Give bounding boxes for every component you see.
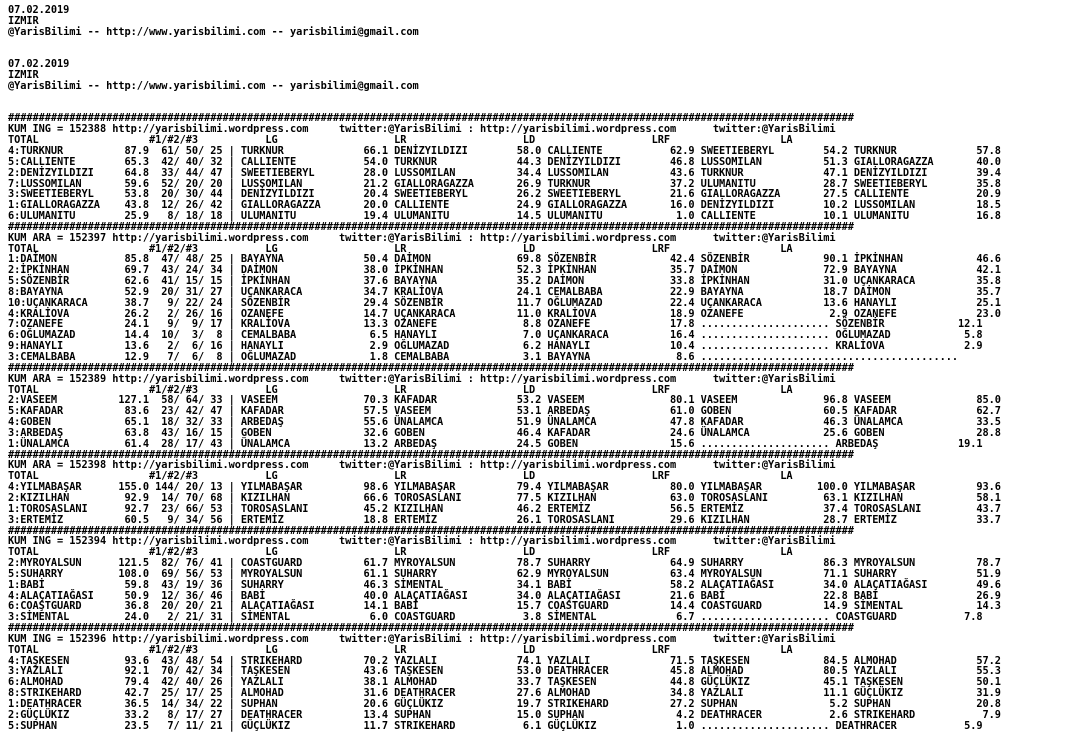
race-row: 4:TURKNUR 87.9 61/ 50/ 25 | TURKNUR 66.1 DENİZYILDIZI 58.0 CALLIENTE 62.9 SWEETIEBERYL 54.2 TURKNUR 57.8: [8, 144, 1001, 157]
race-row: 1:DEATHRACER 36.5 14/ 34/ 22 | SUPHAN 20.6 GÜÇLÜKIZ 19.7 STRIKEHARD 27.2 SUPHAN 5.2 SUPHAN 20.8: [8, 698, 1001, 710]
race-row: 2:DENİZYILDIZI 64.8 33/ 44/ 47 | SWEETIEBERYL 28.0 LUSSOMILAN 34.4 LUSSOMILAN 43.6 TURKNUR 47.1 DENİZYILDIZI 39.4: [8, 166, 1001, 179]
race-row: 6:ALMOHAD 79.4 42/ 40/ 26 | YAZLALI 38.1 ALMOHAD 33.7 TAŞKESEN 44.8 GÜÇLÜKIZ 45.1 TAŞKESEN 50.1: [8, 676, 1001, 689]
race-row: 7:OZANEFE 24.1 9/ 9/ 17 | KRALİOVA 13.3 OZANEFE 8.8 OZANEFE 17.8 ..................... SÖZENBİR 12.1: [8, 318, 983, 331]
separator-line: ##########################################################################################################################################: [8, 112, 854, 125]
column-header: TOTAL #1/#2/#3 LG LR LD LRF LA: [8, 546, 793, 559]
race-row: 8:STRIKEHARD 42.7 25/ 17/ 25 | ALMOHAD 31.6 DEATHRACER 27.6 ALMOHAD 34.8 YAZLALI 11.1 GÜÇLÜKIZ 31.9: [8, 687, 1001, 700]
race-row: 3:YAZLALI 92.1 70/ 42/ 34 | TAŞKESEN 43.6 TAŞKESEN 53.0 DEATHRACER 45.8 ALMOHAD 80.5 YAZLALI 55.3: [8, 665, 1001, 678]
race-row: 2:VASEEM 127.1 58/ 64/ 33 | VASEEM 70.3 KAFADAR 53.2 VASEEM 80.1 VASEEM 96.8 VASEEM 85.0: [8, 394, 1001, 407]
blank-line: [8, 92, 1073, 103]
race-row: 5:KAFADAR 83.6 23/ 42/ 47 | KAFADAR 57.5 VASEEM 53.1 ARBEDAŞ 61.0 GOBEN 60.5 KAFADAR 62.7: [8, 405, 1001, 418]
race-row: 4:YILMABAŞAR 155.0 144/ 20/ 13 | YILMABAŞAR 98.6 YILMABAŞAR 79.4 YILMABAŞAR 80.0 YILMABAŞAR 100.0 YILMABAŞAR 93.6: [8, 481, 1001, 494]
separator-line: ##########################################################################################################################################: [8, 448, 854, 461]
race-row: 5:SÖZENBİR 62.6 41/ 15/ 15 | İPKİNHAN 37.6 BAYAYNA 35.2 DAİMON 33.8 İPKİNHAN 31.0 UÇANKARACA 35.8: [8, 275, 1001, 288]
race-row: 2:KIZILHAN 92.9 14/ 70/ 68 | KIZILHAN 66.6 TOROSASLANI 77.5 KIZILHAN 63.0 TOROSASLANI 63.1 KIZILHAN 58.1: [8, 491, 1001, 504]
header-line: IZMIR: [8, 69, 39, 82]
header-line: @YarisBilimi -- http://www.yarisbilimi.com -- yarisbilimi@gmail.com: [8, 79, 419, 92]
separator-line: ##########################################################################################################################################: [8, 524, 854, 537]
race-row: 1:BABİ 59.8 43/ 19/ 36 | SUHARRY 46.3 SİMENTAL 34.1 BABİ 58.2 ALAÇATIAĞASI 34.0 ALAÇATIAĞASI 49.6: [8, 578, 1001, 591]
race-row: 9:HANAYLI 13.6 2/ 6/ 16 | HANAYLI 2.9 OĞLUMAZAD 6.2 HANAYLI 10.4 ..................... KRALİOVA 2.9: [8, 340, 983, 353]
race-title: KUM ARA = 152398 http://yarisbilimi.wordpress.com twitter:@YarisBilimi : http://yarisbilimi.wordpress.com twitter:@YarisBilimi: [8, 459, 836, 472]
race-row: 3:ERTEMİZ 60.5 9/ 34/ 56 | ERTEMİZ 18.8 ERTEMİZ 26.1 TOROSASLANI 29.6 KIZILHAN 28.7 ERTEMİZ 33.7: [8, 513, 1001, 526]
column-header: TOTAL #1/#2/#3 LG LR LD LRF LA: [8, 470, 793, 483]
race-row: 2:İPKİNHAN 69.7 43/ 24/ 34 | DAİMON 38.0 İPKİNHAN 52.3 İPKİNHAN 35.7 DAİMON 72.9 BAYAYNA 42.1: [8, 264, 1001, 277]
race-row: 4:ALAÇATIAĞASI 50.9 12/ 36/ 46 | BABİ 40.0 ALAÇATIAĞASI 34.0 ALAÇATIAĞASI 21.6 BABİ 22.8 BABİ 26.9: [8, 589, 1001, 602]
race-row: 5:SUHARRY 108.0 69/ 56/ 53 | MYROYALSUN 61.1 SUHARRY 62.9 MYROYALSUN 63.4 MYROYALSUN 71.1 SUHARRY 51.9: [8, 567, 1001, 580]
race-row: 10:UÇANKARACA 38.7 9/ 22/ 24 | SÖZENBİR 29.4 SÖZENBİR 11.7 OĞLUMAZAD 22.4 UÇANKARACA 13.6 HANAYLI 25.1: [8, 296, 1001, 309]
race-row: 1:DAİMON 85.8 47/ 48/ 25 | BAYAYNA 50.4 DAİMON 69.8 SÖZENBİR 42.4 SÖZENBİR 90.1 İPKİNHAN 46.6: [8, 253, 1001, 266]
column-header: TOTAL #1/#2/#3 LG LR LD LRF LA: [8, 134, 793, 147]
race-title: KUM ARA = 152389 http://yarisbilimi.wordpress.com twitter:@YarisBilimi : http://yarisbilimi.wordpress.com twitter:@YarisBilimi: [8, 372, 836, 385]
header-line: @YarisBilimi -- http://www.yarisbilimi.com -- yarisbilimi@gmail.com: [8, 25, 419, 38]
race-title: KUM ING = 152396 http://yarisbilimi.wordpress.com twitter:@YarisBilimi : http://yarisbilimi.wordpress.com twitter:@YarisBilimi: [8, 632, 836, 645]
header-line: 07.02.2019: [8, 4, 70, 16]
header-line: 07.02.2019: [8, 58, 70, 71]
race-row: 8:BAYAYNA 52.9 20/ 31/ 27 | UÇANKARACA 34.7 KRALİOVA 24.1 CEMALBABA 22.9 BAYAYNA 18.7 DAİMON 35.7: [8, 285, 1001, 298]
race-row: 6:ULUMANITU 25.9 8/ 18/ 18 | ULUMANITU 19.4 ULUMANITU 14.5 ULUMANITU 1.0 CALLIENTE 10.1 ULUMANITU 16.8: [8, 210, 1001, 223]
column-header: TOTAL #1/#2/#3 LG LR LD LRF LA: [8, 383, 793, 396]
separator-line: ##########################################################################################################################################: [8, 220, 854, 233]
race-row: 3:CEMALBABA 12.9 7/ 6/ 8 | OĞLUMAZAD 1.8 CEMALBABA 3.1 BAYAYNA 8.6 ..........................................: [8, 351, 959, 363]
race-row: 3:SİMENTAL 24.0 2/ 21/ 31 | SİMENTAL 6.0 COASTGUARD 3.8 SİMENTAL 6.7 ..................... COASTGUARD 7.8: [8, 611, 983, 624]
race-row: 6:COAŞTGUARD 36.8 20/ 20/ 21 | ALAÇATIAĞASI 14.1 BABİ 15.7 COASTGUARD 14.4 COASTGUARD 14.9 SİMENTAL 14.3: [8, 600, 1001, 613]
race-title: KUM ING = 152394 http://yarisbilimi.wordpress.com twitter:@YarisBilimi : http://yarisbilimi.wordpress.com twitter:@YarisBilimi: [8, 535, 836, 548]
race-title: KUM ARA = 152397 http://yarisbilimi.wordpress.com twitter:@YarisBilimi : http://yarisbilimi.wordpress.com twitter:@YarisBilimi: [8, 231, 836, 244]
race-row: 3:SWEETIEBERYL 53.8 20/ 30/ 44 | DENİZYILDIZI 20.4 SWEETIEBERYL 26.2 SWEETIEBERYL 21.6 GIALLORAGAZZA 27.5 CALLIENTE 20.9: [8, 188, 1001, 201]
race-row: 5:SUPHAN 23.5 7/ 11/ 21 | GÜÇLÜKIZ 11.7 STRIKEHARD 6.1 GÜÇLÜKIZ 1.0 ..................... DEATHRACER 5.9: [8, 719, 983, 732]
header-line: IZMIR: [8, 14, 39, 27]
race-row: 1:GIALLORAGAZZA 43.8 12/ 26/ 42 | GIALLORAGAZZA 20.0 CALLIENTE 24.9 GIALLORAGAZZA 16.0 DENİZYILDIZI 10.2 LUSSOMILAN 18.5: [8, 199, 1001, 212]
race-row: 3:ARBEDAŞ 63.8 43/ 16/ 15 | GOBEN 32.6 GOBEN 46.4 KAFADAR 24.6 ÜNALAMCA 25.6 GOBEN 28.8: [8, 426, 1001, 439]
race-row: 4:KRALİOVA 26.2 2/ 26/ 16 | OZANEFE 14.7 UÇANKARACA 11.0 KRALİOVA 18.9 OZANEFE 2.9 OZANEFE 23.0: [8, 307, 1001, 320]
blank-line: [8, 48, 1073, 59]
race-row: 2:MYROYALSUN 121.5 82/ 76/ 41 | COASTGUARD 61.7 MYROYALSUN 78.7 SUHARRY 64.9 SUHARRY 86.3 MYROYALSUN 78.7: [8, 557, 1001, 570]
race-row: 4:TAŞKESEN 93.6 43/ 48/ 54 | STRIKEHARD 70.2 YAZLALI 74.1 YAZLALI 71.5 TAŞKESEN 84.5 ALMOHAD 57.2: [8, 654, 1001, 667]
race-row: 1:TOROSASLANI 92.7 23/ 66/ 53 | TOROSASLANI 45.2 KIZILHAN 46.2 ERTEMİZ 56.5 ERTEMİZ 37.4 TOROSASLANI 43.7: [8, 502, 1001, 515]
blank-line: [8, 38, 1073, 49]
column-header: TOTAL #1/#2/#3 LG LR LD LRF LA: [8, 242, 793, 255]
race-title: KUM ING = 152388 http://yarisbilimi.wordpress.com twitter:@YarisBilimi : http://yarisbilimi.wordpress.com twitter:@YarisBilimi: [8, 123, 836, 136]
race-row: 4:GOBEN 65.1 18/ 32/ 33 | ARBEDAŞ 55.6 ÜNALAMCA 51.9 ÜNALAMCA 47.8 KAFADAR 46.3 ÜNALAMCA 33.5: [8, 416, 1001, 429]
race-row: 1:ÜNALAMCA 61.4 28/ 17/ 43 | ÜNALAMCA 13.2 ARBEDAŞ 24.5 GOBEN 15.6 ..................... ARBEDAŞ 19.1: [8, 437, 983, 450]
race-row: 6:OĞLUMAZAD 14.4 10/ 3/ 8 | CEMALBABA 6.5 HANAYLI 7.0 UÇANKARACA 16.4 ..................... OĞLUMAZAD 5.8: [8, 329, 983, 342]
race-row: 2:GÜÇLÜKIZ 33.2 8/ 17/ 27 | DEATHRACER 13.4 SUPHAN 15.0 SUPHAN 4.2 DEATHRACER 2.6 STRIKEHARD 7.9: [8, 708, 1001, 721]
separator-line: ##########################################################################################################################################: [8, 622, 854, 635]
column-header: TOTAL #1/#2/#3 LG LR LD LRF LA: [8, 643, 793, 656]
race-row: 5:CALLIENTE 65.3 42/ 40/ 32 | CALLIENTE 54.0 TURKNUR 44.3 DENİZYILDIZI 46.8 LUSSOMILAN 51.3 GIALLORAGAZZA 40.0: [8, 155, 1001, 168]
race-row: 7:LUSSOMILAN 59.6 52/ 20/ 20 | LUSSOMILAN 21.2 GIALLORAGAZZA 26.9 TURKNUR 37.2 ULUMANITU 28.7 SWEETIEBERYL 35.8: [8, 177, 1001, 190]
separator-line: ##########################################################################################################################################: [8, 361, 854, 374]
